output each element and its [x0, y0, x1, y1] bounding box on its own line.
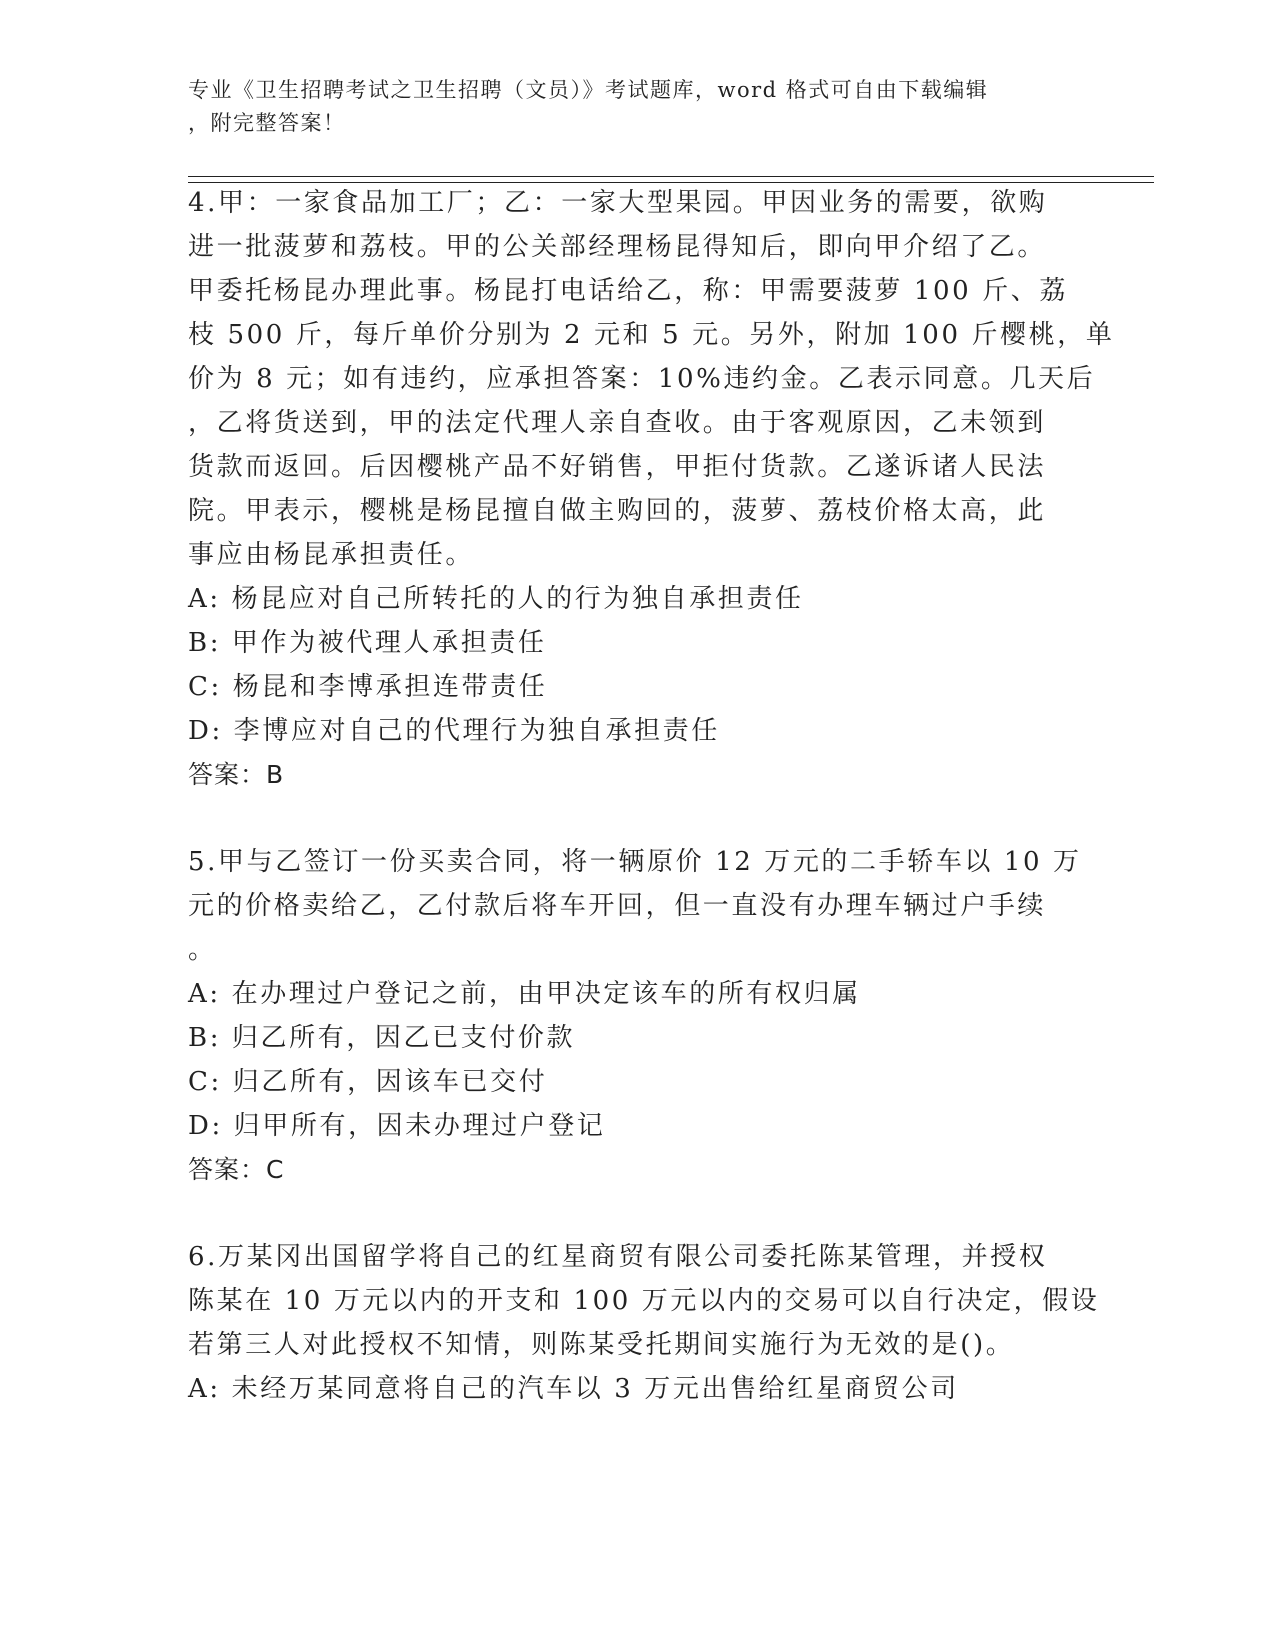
option-c: C: 杨昆和李博承担连带责任 [188, 672, 548, 702]
question-text-line: 陈某在 10 万元以内的开支和 100 万元以内的交易可以自行决定，假设 [188, 1286, 1100, 1316]
question-text-line: 若第三人对此授权不知情，则陈某受托期间实施行为无效的是()。 [188, 1330, 1015, 1360]
option-b: B: 甲作为被代理人承担责任 [188, 628, 547, 658]
question-text-line: 货款而返回。后因樱桃产品不好销售，甲拒付货款。乙遂诉诸人民法 [188, 452, 1047, 482]
header-line: ，附完整答案！ [188, 111, 346, 135]
question-text-line: 4.甲：一家食品加工厂；乙：一家大型果园。甲因业务的需要，欲购 [188, 188, 1048, 218]
answer: 答案：B [188, 760, 285, 789]
question-text-line: 元的价格卖给乙，乙付款后将车开回，但一直没有办理车辆过户手续 [188, 891, 1047, 921]
answer: 答案：C [188, 1155, 285, 1184]
question-text-line: ，乙将货送到，甲的法定代理人亲自查收。由于客观原因，乙未领到 [188, 408, 1047, 438]
option-d: D: 归甲所有，因未办理过户登记 [188, 1111, 606, 1141]
option-c: C: 归乙所有，因该车已交付 [188, 1067, 548, 1097]
question-text-line: 院。甲表示，樱桃是杨昆擅自做主购回的，菠萝、荔枝价格太高，此 [188, 496, 1047, 526]
question-text-line: 枝 500 斤，每斤单价分别为 2 元和 5 元。另外，附加 100 斤樱桃，单 [188, 320, 1115, 350]
header-line: 专业《卫生招聘考试之卫生招聘（文员）》考试题库，word 格式可自由下载编辑 [188, 78, 989, 102]
option-a: A: 未经万某同意将自己的汽车以 3 万元出售给红星商贸公司 [188, 1374, 959, 1404]
document-header [188, 74, 1088, 140]
option-a: A: 杨昆应对自己所转托的人的行为独自承担责任 [188, 584, 804, 614]
question-text-line: 6.万某冈出国留学将自己的红星商贸有限公司委托陈某管理，并授权 [188, 1242, 1048, 1272]
question-text-line: 进一批菠萝和荔枝。甲的公关部经理杨昆得知后，即向甲介绍了乙。 [188, 232, 1047, 262]
question-text-line: 价为 8 元；如有违约，应承担答案：10%违约金。乙表示同意。几天后 [188, 364, 1096, 394]
option-d: D: 李博应对自己的代理行为独自承担责任 [188, 716, 720, 746]
question-text-line: 事应由杨昆承担责任。 [188, 540, 475, 570]
header-divider [188, 176, 1154, 177]
question-text-line: 5.甲与乙签订一份买卖合同，将一辆原价 12 万元的二手轿车以 10 万 [188, 847, 1082, 877]
question-text-line: 甲委托杨昆办理此事。杨昆打电话给乙，称：甲需要菠萝 100 斤、荔 [188, 276, 1068, 306]
question-text-line: 。 [188, 935, 217, 965]
option-a: A: 在办理过户登记之前，由甲决定该车的所有权归属 [188, 979, 861, 1009]
option-b: B: 归乙所有，因乙已支付价款 [188, 1023, 576, 1053]
